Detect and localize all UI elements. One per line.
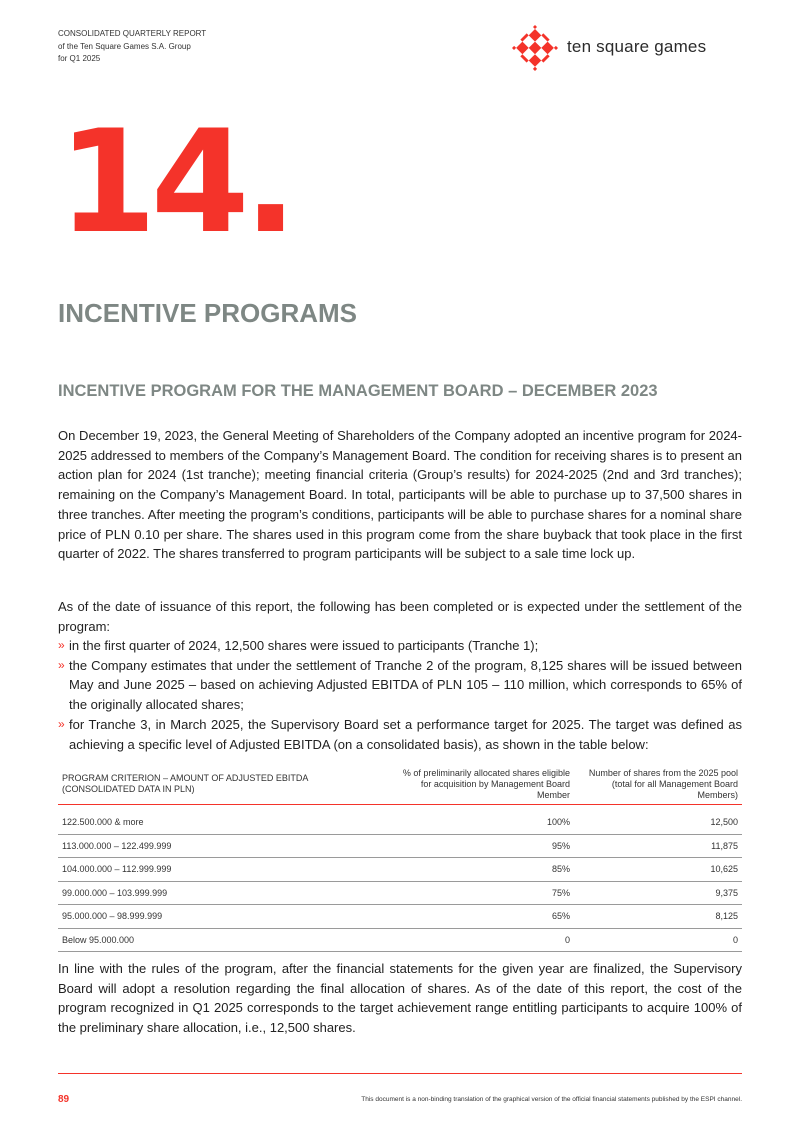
translation-disclaimer: This document is a non-binding translation of the graphical version of the official financial statements published by the ESPI channel.	[361, 1096, 742, 1103]
table-row	[58, 881, 742, 905]
percent-cell: 75%	[366, 881, 574, 905]
program-description-paragraph: On December 19, 2023, the General Meeting of Shareholders of the Company adopted an incentive program for 2024-2025 addressed to members of the Company’s Management Board. The condition for receiving shares is to present an action plan for 2024 (1st tranche); meeting financial criteria (Group’s results) for 2024-2025 (2nd and 3rd tranches); remaining on the Company’s Management Board. In total, participants will be able to purchase up to 37,500 shares in three tranches. After meeting the program’s conditions, participants will be able to purchase shares for a nominal share price of PLN 0.10 per share. The shares used in this program come from the share buyback that took place in the first quarter of 2022. The shares transferred to program participants will be subject to a sale time lock up.	[58, 428, 742, 562]
settlement-intro-paragraph: As of the date of issuance of this report, the following has been completed or is expected under the settlement of the program:	[58, 599, 742, 634]
footer-divider	[58, 1073, 742, 1074]
section-title: INCENTIVE PROGRAM FOR THE MANAGEMENT BOARD – DECEMBER 2023	[58, 382, 658, 400]
shares-cell: 0	[574, 928, 742, 952]
column-header-percent: % of preliminarily allocated shares eligible for acquisition by Management Board Member	[366, 764, 574, 805]
percent-cell: 85%	[366, 858, 574, 882]
shares-cell: 8,125	[574, 905, 742, 929]
list-item	[58, 636, 742, 656]
percent-cell: 0	[366, 928, 574, 952]
header-line-3: for Q1 2025	[58, 54, 101, 63]
bullet-chevron-icon: »	[58, 716, 65, 731]
percent-cell: 65%	[366, 905, 574, 929]
bullet-text: the Company estimates that under the settlement of Tranche 2 of the program, 8,125 shares will be issued between May and June 2025 – based on achieving Adjusted EBITDA of PLN 105 – 110 million, which corresponds to 65% of the originally allocated shares;	[69, 657, 742, 713]
page-number: 89	[58, 1094, 70, 1105]
header-line-2: of the Ten Square Games S.A. Group	[58, 41, 191, 51]
chapter-number: 14.	[58, 100, 292, 265]
shares-cell: 9,375	[574, 881, 742, 905]
list-item	[58, 656, 742, 715]
list-item	[58, 715, 742, 754]
column-header-criterion: PROGRAM CRITERION – AMOUNT OF ADJUSTED EBITDA (CONSOLIDATED DATA IN PLN)	[58, 764, 366, 805]
criterion-cell: 95.000.000 – 98.999.999	[58, 905, 366, 929]
criterion-cell: Below 95.000.000	[58, 928, 366, 952]
report-header	[58, 28, 206, 66]
table-row	[58, 834, 742, 858]
criterion-cell: 104.000.000 – 112.999.999	[58, 858, 366, 882]
bullet-text: for Tranche 3, in March 2025, the Supervisory Board set a performance target for 2025. The target was defined as achieving a specific level of Adjusted EBITDA (on a consolidated basis), as shown in the table below:	[69, 716, 742, 752]
allocation-resolution-paragraph: In line with the rules of the program, after the financial statements for the given year are finalized, the Supervisory Board will adopt a resolution regarding the final allocation of shares. As of the date of this report, the cost of the program recognized in Q1 2025 corresponds to the target achievement range entitling participants to acquire 100% of the preliminary share allocation, i.e., 12,500 shares.	[58, 961, 742, 1036]
criterion-cell: 113.000.000 – 122.499.999	[58, 834, 366, 858]
company-logo	[511, 24, 746, 72]
logo-wordmark: ten square games	[567, 37, 707, 56]
table-row	[58, 858, 742, 882]
checkered-diamond-logo-icon	[511, 24, 559, 72]
chapter-title: INCENTIVE PROGRAMS	[58, 298, 358, 328]
table-row	[58, 805, 742, 835]
shares-cell: 11,875	[574, 834, 742, 858]
column-header-shares: Number of shares from the 2025 pool (total for all Management Board Members)	[574, 764, 742, 805]
table-row	[58, 928, 742, 952]
criterion-cell: 122.500.000 & more	[58, 805, 366, 835]
criterion-cell: 99.000.000 – 103.999.999	[58, 881, 366, 905]
shares-cell: 10,625	[574, 858, 742, 882]
table-row	[58, 905, 742, 929]
bullet-text: in the first quarter of 2024, 12,500 shares were issued to participants (Tranche 1);	[69, 638, 539, 653]
percent-cell: 95%	[366, 834, 574, 858]
bullet-chevron-icon: »	[58, 638, 65, 652]
shares-cell: 12,500	[574, 805, 742, 835]
header-line-1: CONSOLIDATED QUARTERLY REPORT	[58, 29, 207, 38]
table-header-row	[58, 764, 742, 805]
performance-target-table	[58, 764, 742, 952]
bullet-chevron-icon: »	[58, 657, 65, 672]
settlement-bullet-list	[58, 636, 742, 754]
percent-cell: 100%	[366, 805, 574, 835]
